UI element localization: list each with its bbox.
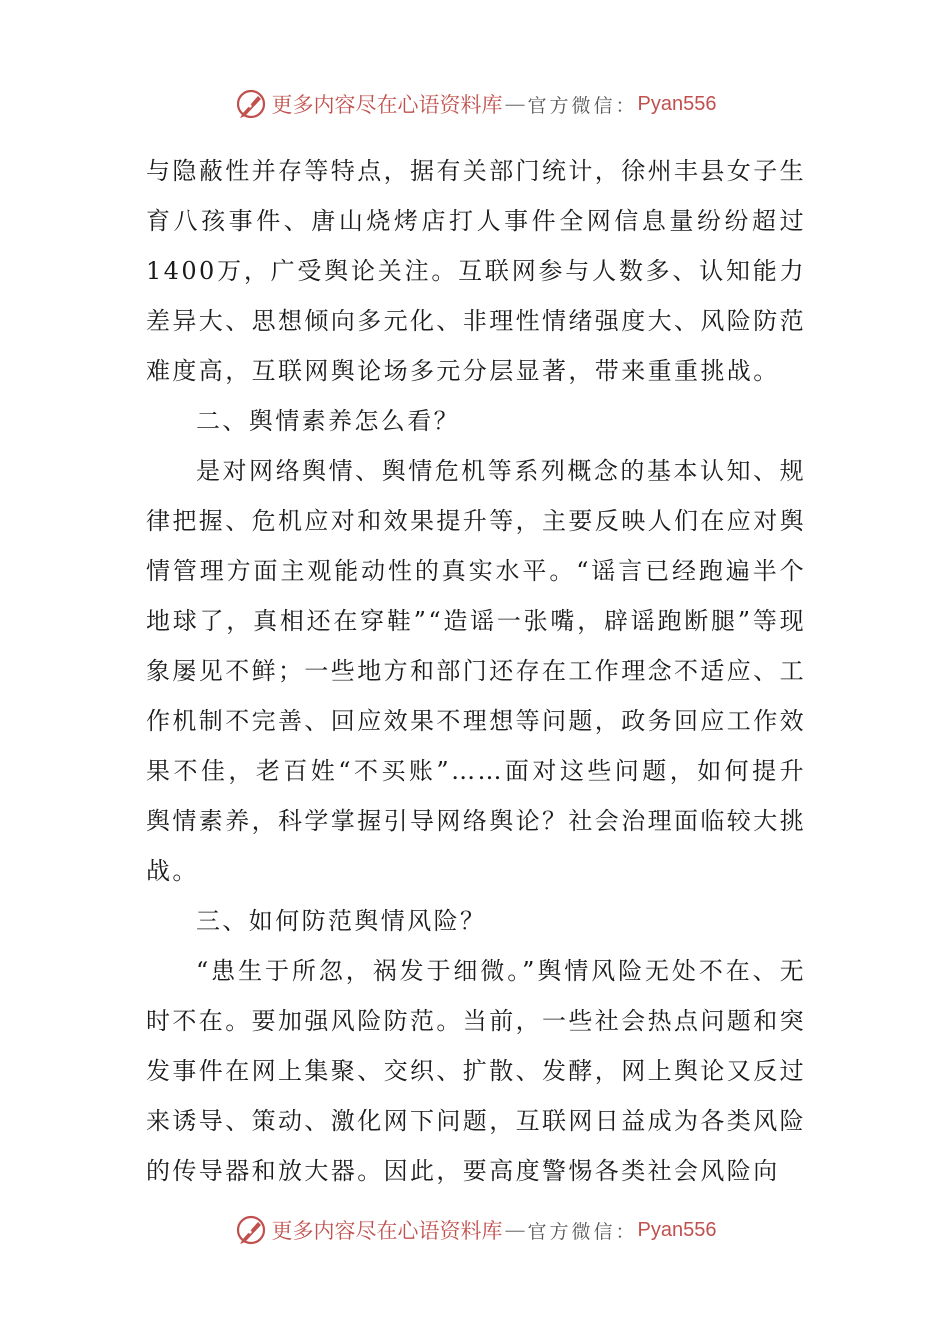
paragraph-body: 是对网络舆情、舆情危机等系列概念的基本认知、规律把握、危机应对和效果提升等，主要反映人们在应对舆情管理方面主观能动性的真实水平。“谣言已经跑遍半个地球了，真相还在穿鞋”“造谣一张嘴，辟谣跑断腿”等现象屡见不鲜；一些地方和部门还存在工作理念不适应、工作机制不完善、回应效果不理想等问题，政务回应工作效果不佳，老百姓“不买账”……面对这些问题，如何提升舆情素养，科学掌握引导网络舆论？社会治理面临较大挑战。 [146, 457, 806, 885]
paragraph-body: “患生于所忽，祸发于细微。”舆情风险无处不在、无时不在。要加强风险防范。当前，一些社会热点问题和突发事件在网上集聚、交织、扩散、发酵，网上舆论又反过来诱导、策动、激化网下问题，互联网日益成为各类风险的传导器和放大器。因此，要高度警惕各类社会风险向 [146, 957, 806, 1185]
banner-official-label: 官方微信： [527, 94, 638, 117]
banner-brand-text: 更多内容尽在心语资料库 [271, 1219, 503, 1243]
pen-logo-icon [234, 1213, 268, 1247]
banner-wechat-id: Pyan556 [637, 92, 717, 115]
pen-logo-icon [234, 87, 268, 121]
section-heading-3: 三、如何防范舆情风险？ [196, 907, 487, 935]
banner-wechat-id: Pyan556 [637, 1218, 717, 1241]
header-banner [0, 84, 950, 124]
document-body [146, 146, 806, 1196]
section-heading-2: 二、舆情素养怎么看？ [196, 407, 460, 435]
banner-brand-text: 更多内容尽在心语资料库 [271, 93, 503, 117]
banner-official-label: 官方微信： [527, 1220, 638, 1243]
banner-separator: — [504, 92, 526, 116]
paragraph-continuation: 与隐蔽性并存等特点，据有关部门统计，徐州丰县女子生育八孩事件、唐山烧烤店打人事件全网信息量纷纷超过1400万，广受舆论关注。互联网参与人数多、认知能力差异大、思想倾向多元化、非理性情绪强度大、风险防范难度高，互联网舆论场多元分层显著，带来重重挑战。 [146, 157, 806, 385]
footer-banner [0, 1210, 950, 1250]
banner-separator: — [504, 1218, 526, 1242]
